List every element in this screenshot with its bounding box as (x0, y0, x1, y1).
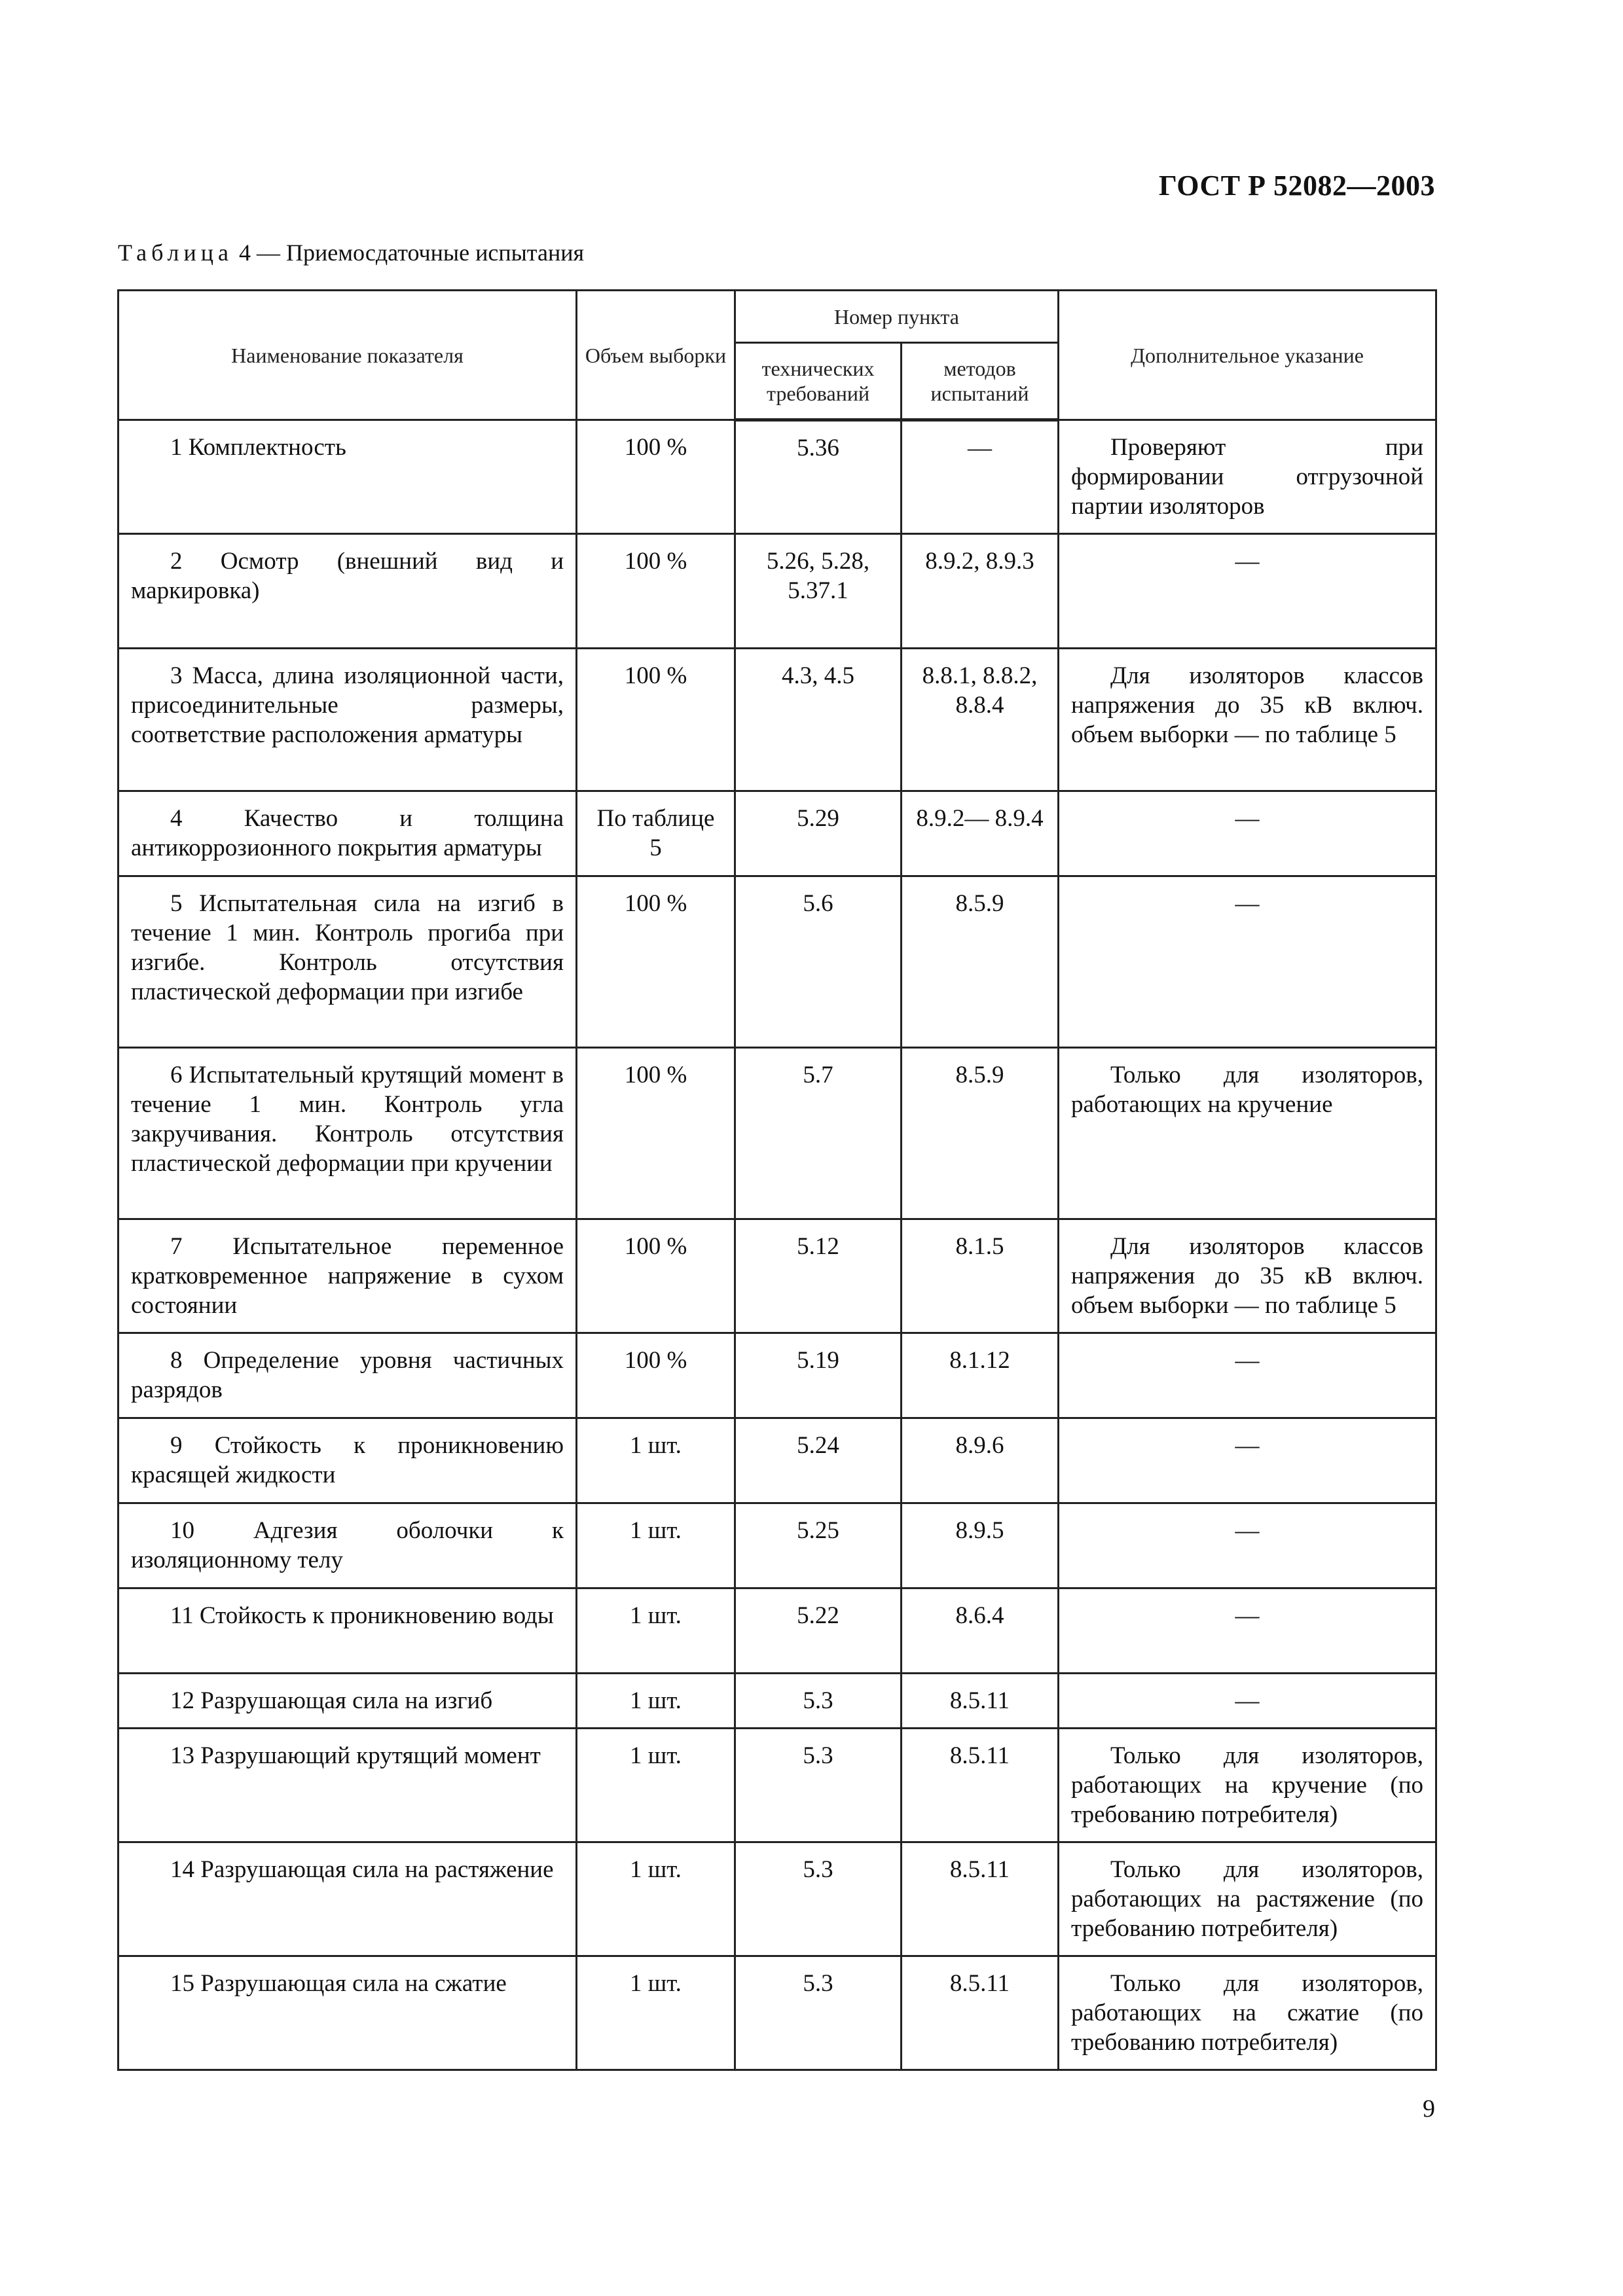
table-row (119, 1418, 1436, 1503)
indicator-name-cell: 8 Определение уровня частичных разрядов (119, 1333, 577, 1418)
technical-requirements-cell: 5.29 (735, 791, 902, 876)
table-row (119, 1219, 1436, 1333)
technical-requirements-cell: 5.3 (735, 1674, 902, 1729)
technical-requirements-cell: 5.3 (735, 1842, 902, 1956)
table-caption-title: — Приемосдаточные испытания (250, 240, 585, 266)
additional-note-cell: Только для изоляторов, работающих на сжатие (по требованию потребителя) (1059, 1956, 1436, 2070)
indicator-name-cell: 6 Испытательный крутящий момент в течение 1 мин. Контроль угла закручивания. Контроль отсутствия пластической деформации при кручении (119, 1048, 577, 1219)
table-row (119, 1503, 1436, 1588)
table-caption (118, 239, 584, 266)
test-method-cell: 8.1.5 (902, 1219, 1059, 1333)
additional-note-cell: — (1059, 876, 1436, 1048)
additional-note-cell: — (1059, 534, 1436, 649)
technical-requirements-cell: 5.7 (735, 1048, 902, 1219)
test-method-cell: 8.9.2, 8.9.3 (902, 534, 1059, 649)
document-code: ГОСТ Р 52082—2003 (1158, 170, 1435, 202)
test-method-cell: 8.6.4 (902, 1588, 1059, 1674)
sample-size-cell: 1 шт. (577, 1503, 735, 1588)
technical-requirements-cell: 5.36 (735, 420, 902, 534)
sample-size-cell: 100 % (577, 876, 735, 1048)
sample-size-cell: 1 шт. (577, 1956, 735, 2070)
technical-requirements-cell: 5.3 (735, 1956, 902, 2070)
acceptance-tests-table (117, 289, 1437, 2071)
sample-size-cell: 1 шт. (577, 1842, 735, 1956)
table-caption-label: Таблица (118, 240, 233, 266)
additional-note-cell: Только для изоляторов, работающих на растяжение (по требованию потребителя) (1059, 1842, 1436, 1956)
test-method-cell: 8.8.1, 8.8.2, 8.8.4 (902, 649, 1059, 791)
test-method-cell: 8.5.9 (902, 876, 1059, 1048)
additional-note-cell: Для изоляторов классов напряжения до 35 кВ включ. объем выборки — по таблице 5 (1059, 1219, 1436, 1333)
additional-note-cell: — (1059, 1418, 1436, 1503)
additional-note-cell: — (1059, 1674, 1436, 1729)
table-row (119, 876, 1436, 1048)
test-method-cell: 8.5.11 (902, 1674, 1059, 1729)
header-clause-number: Номер пункта (735, 291, 1059, 343)
sample-size-cell: 100 % (577, 420, 735, 534)
additional-note-cell: Только для изоляторов, работающих на кручение (по требованию потребителя) (1059, 1729, 1436, 1842)
table-row (119, 534, 1436, 649)
additional-note-cell: Для изоляторов классов напряжения до 35 кВ включ. объем выборки — по таблице 5 (1059, 649, 1436, 791)
indicator-name-cell: 13 Разрушающий крутящий момент (119, 1729, 577, 1842)
header-test-methods: методов испытаний (902, 343, 1059, 420)
table-row (119, 1842, 1436, 1956)
test-method-cell: 8.9.6 (902, 1418, 1059, 1503)
additional-note-cell: — (1059, 1588, 1436, 1674)
technical-requirements-cell: 4.3, 4.5 (735, 649, 902, 791)
test-method-cell: 8.5.11 (902, 1842, 1059, 1956)
indicator-name-cell: 2 Осмотр (внешний вид и маркировка) (119, 534, 577, 649)
table-row (119, 1729, 1436, 1842)
test-method-cell: 8.9.2— 8.9.4 (902, 791, 1059, 876)
sample-size-cell: 100 % (577, 534, 735, 649)
sample-size-cell: 100 % (577, 1333, 735, 1418)
test-method-cell: 8.5.9 (902, 1048, 1059, 1219)
sample-size-cell: 1 шт. (577, 1418, 735, 1503)
table-row (119, 1333, 1436, 1418)
table-row (119, 1588, 1436, 1674)
sample-size-cell: 100 % (577, 1219, 735, 1333)
sample-size-cell: По таблице 5 (577, 791, 735, 876)
indicator-name-cell: 1 Комплектность (119, 420, 577, 534)
indicator-name-cell: 9 Стойкость к проникновению красящей жидкости (119, 1418, 577, 1503)
technical-requirements-cell: 5.22 (735, 1588, 902, 1674)
indicator-name-cell: 4 Качество и толщина антикоррозионного покрытия арматуры (119, 791, 577, 876)
sample-size-cell: 100 % (577, 1048, 735, 1219)
sample-size-cell: 1 шт. (577, 1729, 735, 1842)
technical-requirements-cell: 5.24 (735, 1418, 902, 1503)
indicator-name-cell: 14 Разрушающая сила на растяжение (119, 1842, 577, 1956)
indicator-name-cell: 12 Разрушающая сила на изгиб (119, 1674, 577, 1729)
header-sample-size: Объем выборки (577, 291, 735, 420)
table-row (119, 1048, 1436, 1219)
additional-note-cell: — (1059, 1333, 1436, 1418)
indicator-name-cell: 15 Разрушающая сила на сжатие (119, 1956, 577, 2070)
page-number: 9 (1423, 2095, 1435, 2123)
additional-note-cell: — (1059, 1503, 1436, 1588)
test-method-cell: 8.9.5 (902, 1503, 1059, 1588)
test-method-cell: — (902, 420, 1059, 534)
table-caption-number: 4 (238, 240, 251, 266)
header-technical-requirements: технических требований (735, 343, 902, 420)
table-row (119, 649, 1436, 791)
table-row (119, 791, 1436, 876)
header-additional-note: Дополнительное указание (1059, 291, 1436, 420)
table-row (119, 1956, 1436, 2070)
test-method-cell: 8.1.12 (902, 1333, 1059, 1418)
test-method-cell: 8.5.11 (902, 1729, 1059, 1842)
technical-requirements-cell: 5.6 (735, 876, 902, 1048)
table-row (119, 420, 1436, 534)
sample-size-cell: 100 % (577, 649, 735, 791)
technical-requirements-cell: 5.19 (735, 1333, 902, 1418)
indicator-name-cell: 7 Испытательное переменное кратковременное напряжение в сухом состоянии (119, 1219, 577, 1333)
sample-size-cell: 1 шт. (577, 1588, 735, 1674)
technical-requirements-cell: 5.26, 5.28, 5.37.1 (735, 534, 902, 649)
additional-note-cell: Проверяют при формировании отгрузочной партии изоляторов (1059, 420, 1436, 534)
technical-requirements-cell: 5.12 (735, 1219, 902, 1333)
additional-note-cell: — (1059, 791, 1436, 876)
technical-requirements-cell: 5.3 (735, 1729, 902, 1842)
technical-requirements-cell: 5.25 (735, 1503, 902, 1588)
sample-size-cell: 1 шт. (577, 1674, 735, 1729)
indicator-name-cell: 11 Стойкость к проникновению воды (119, 1588, 577, 1674)
indicator-name-cell: 5 Испытательная сила на изгиб в течение 1 мин. Контроль прогиба при изгибе. Контроль отсутствия пластической деформации при изгибе (119, 876, 577, 1048)
table-row (119, 1674, 1436, 1729)
indicator-name-cell: 3 Масса, длина изоляционной части, присоединительные размеры, соответствие расположения арматуры (119, 649, 577, 791)
header-indicator-name: Наименование показателя (119, 291, 577, 420)
indicator-name-cell: 10 Адгезия оболочки к изоляционному телу (119, 1503, 577, 1588)
additional-note-cell: Только для изоляторов, работающих на кручение (1059, 1048, 1436, 1219)
test-method-cell: 8.5.11 (902, 1956, 1059, 2070)
